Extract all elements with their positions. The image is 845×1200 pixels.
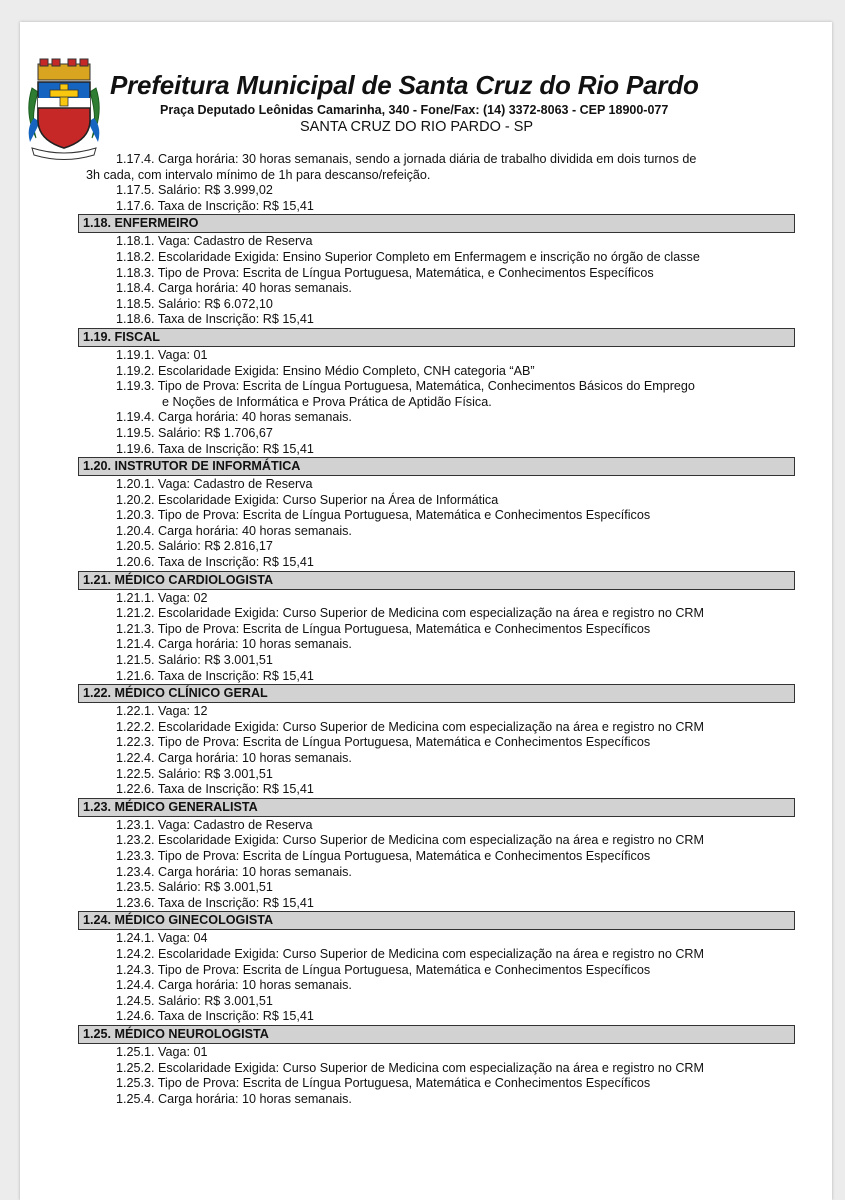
list-item: 1.19.4. Carga horária: 40 horas semanais.	[116, 410, 352, 425]
list-item: 1.23.1. Vaga: Cadastro de Reserva	[116, 817, 313, 832]
list-item: 1.21.1. Vaga: 02	[116, 590, 208, 605]
list-item: 1.19.1. Vaga: 01	[116, 347, 208, 362]
section-header: 1.25. MÉDICO NEUROLOGISTA	[78, 1025, 795, 1044]
list-item: 1.18.2. Escolaridade Exigida: Ensino Superior Completo em Enfermagem e inscrição no órgão de classe	[116, 249, 700, 264]
list-item: 1.22.6. Taxa de Inscrição: R$ 15,41	[116, 782, 314, 797]
list-item: 1.24.6. Taxa de Inscrição: R$ 15,41	[116, 1009, 314, 1024]
list-item: 1.22.2. Escolaridade Exigida: Curso Superior de Medicina com especialização na área e registro no CRM	[116, 719, 705, 734]
list-item: 1.24.5. Salário: R$ 3.001,51	[116, 993, 273, 1008]
list-item: 1.18.5. Salário: R$ 6.072,10	[116, 296, 273, 311]
section-header: 1.21. MÉDICO CARDIOLOGISTA	[78, 571, 795, 590]
list-item: 1.20.2. Escolaridade Exigida: Curso Superior na Área de Informática	[116, 492, 499, 507]
list-item: 1.18.3. Tipo de Prova: Escrita de Língua Portuguesa, Matemática, e Conhecimentos Específicos	[116, 265, 654, 280]
list-item: 1.25.4. Carga horária: 10 horas semanais.	[116, 1091, 352, 1106]
list-item: 1.19.6. Taxa de Inscrição: R$ 15,41	[116, 441, 314, 456]
section-header: 1.24. MÉDICO GINECOLOGISTA	[78, 911, 795, 930]
list-item: 1.22.4. Carga horária: 10 horas semanais.	[116, 751, 352, 765]
section-header: 1.23. MÉDICO GENERALISTA	[78, 798, 795, 817]
list-item: 1.19.3. Tipo de Prova: Escrita de Língua Portuguesa, Matemática, Conhecimentos Básicos do Emprego	[116, 379, 695, 394]
list-item: 1.24.3. Tipo de Prova: Escrita de Língua Portuguesa, Matemática e Conhecimentos Específicos	[116, 962, 651, 977]
section-header: 1.19. FISCAL	[78, 328, 795, 347]
list-item: 1.24.2. Escolaridade Exigida: Curso Superior de Medicina com especialização na área e registro no CRM	[116, 946, 705, 961]
list-item: 1.21.4. Carga horária: 10 horas semanais.	[116, 637, 352, 652]
list-item: 1.25.3. Tipo de Prova: Escrita de Língua Portuguesa, Matemática e Conhecimentos Específicos	[116, 1076, 651, 1091]
list-item: 1.25.2. Escolaridade Exigida: Curso Superior de Medicina com especialização na área e registro no CRM	[116, 1060, 705, 1075]
list-item: 1.21.5. Salário: R$ 3.001,51	[116, 653, 273, 668]
list-item: 1.19.5. Salário: R$ 1.706,67	[116, 425, 273, 440]
list-item: 1.22.5. Salário: R$ 3.001,51	[116, 766, 273, 781]
list-item: 1.20.6. Taxa de Inscrição: R$ 15,41	[116, 555, 314, 570]
list-item: 1.23.3. Tipo de Prova: Escrita de Língua Portuguesa, Matemática e Conhecimentos Específicos	[116, 848, 651, 863]
intro-line: 1.17.4. Carga horária: 30 horas semanais, sendo a jornada diária de trabalho dividida em dois turnos de	[116, 152, 697, 166]
list-item: 1.25.1. Vaga: 01	[116, 1044, 208, 1059]
list-item: 1.22.3. Tipo de Prova: Escrita de Língua Portuguesa, Matemática e Conhecimentos Específicos	[116, 735, 651, 750]
list-item: 1.20.5. Salário: R$ 2.816,17	[116, 539, 273, 554]
list-item: 1.21.3. Tipo de Prova: Escrita de Língua Portuguesa, Matemática e Conhecimentos Específicos	[116, 621, 651, 636]
list-item: 1.20.3. Tipo de Prova: Escrita de Língua Portuguesa, Matemática e Conhecimentos Específicos	[116, 508, 651, 523]
list-item: 1.19.2. Escolaridade Exigida: Ensino Médio Completo, CNH categoria “AB”	[116, 363, 535, 378]
header-address: Praça Deputado Leônidas Camarinha, 340 - Fone/Fax: (14) 3372-8063 - CEP 18900-077	[160, 103, 669, 117]
list-item: 1.24.1. Vaga: 04	[116, 931, 208, 946]
section-header: 1.18. ENFERMEIRO	[78, 214, 795, 233]
list-item: 1.20.1. Vaga: Cadastro de Reserva	[116, 477, 313, 492]
list-item: 1.23.4. Carga horária: 10 horas semanais.	[116, 864, 352, 879]
intro-line: 1.17.6. Taxa de Inscrição: R$ 15,41	[116, 198, 314, 213]
section-header: 1.20. INSTRUTOR DE INFORMÁTICA	[78, 457, 795, 476]
header-title: Prefeitura Municipal de Santa Cruz do Rio Pardo	[110, 70, 699, 100]
list-item: 1.18.1. Vaga: Cadastro de Reserva	[116, 234, 313, 249]
list-item: 1.23.6. Taxa de Inscrição: R$ 15,41	[116, 895, 314, 910]
list-item: 1.23.2. Escolaridade Exigida: Curso Superior de Medicina com especialização na área e registro no CRM	[116, 833, 705, 848]
intro-line-continuation: 3h cada, com intervalo mínimo de 1h para descanso/refeição.	[86, 167, 431, 182]
list-item: 1.23.5. Salário: R$ 3.001,51	[116, 880, 273, 895]
list-item-continuation: e Noções de Informática e Prova Prática de Aptidão Física.	[162, 394, 492, 409]
header-city: SANTA CRUZ DO RIO PARDO - SP	[300, 119, 534, 135]
list-item: 1.20.4. Carga horária: 40 horas semanais.	[116, 523, 352, 538]
list-item: 1.21.6. Taxa de Inscrição: R$ 15,41	[116, 668, 314, 683]
section-header: 1.22. MÉDICO CLÍNICO GERAL	[78, 684, 795, 703]
list-item: 1.24.4. Carga horária: 10 horas semanais.	[116, 978, 352, 993]
list-item: 1.21.2. Escolaridade Exigida: Curso Superior de Medicina com especialização na área e registro no CRM	[116, 606, 705, 621]
list-item: 1.18.6. Taxa de Inscrição: R$ 15,41	[116, 312, 314, 327]
intro-line: 1.17.5. Salário: R$ 3.999,02	[116, 183, 273, 198]
list-item: 1.18.4. Carga horária: 40 horas semanais.	[116, 281, 352, 296]
municipal-crest-icon	[24, 58, 104, 160]
document-body	[78, 152, 798, 1107]
list-item: 1.22.1. Vaga: 12	[116, 704, 208, 719]
